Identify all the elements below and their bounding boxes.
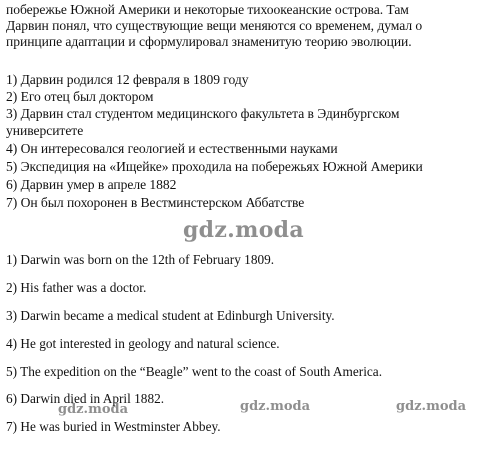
list-item: 2) His father was a doctor. (6, 280, 147, 295)
paragraph-line: Дарвин понял, что существующие вещи меняются со временем, думал о (6, 18, 423, 33)
list-item: 4) He got interested in geology and natural science. (6, 336, 280, 351)
list-item: 3) Darwin became a medical student at Edinburgh University. (6, 308, 335, 323)
watermark-footer-center: gdz.moda (240, 399, 311, 414)
list-item: 6) Darwin died in April 1882. (6, 391, 165, 406)
list-item: 7) Он был похоронен в Вестминстерском Аббатстве (6, 195, 305, 210)
list-item: университете (6, 123, 84, 138)
watermark-main: gdz.moda (183, 217, 304, 243)
list-item: 6) Дарвин умер в апреле 1882 (6, 177, 177, 192)
list-item: 7) He was buried in Westminster Abbey. (6, 419, 221, 434)
list-item: 1) Darwin was born on the 12th of February 1809. (6, 252, 275, 267)
list-item: 3) Дарвин стал студентом медицинского факультета в Эдинбургском (6, 106, 400, 121)
paragraph-line: побережье Южной Америки и некоторые тихоокеанские острова. Там (6, 2, 409, 17)
list-item: 2) Его отец был доктором (6, 89, 154, 104)
paragraph-line: принципе адаптации и сформулировал знаменитую теорию эволюции. (6, 34, 412, 49)
watermark-footer-left: gdz.moda (58, 402, 129, 417)
watermark-footer-right: gdz.moda (396, 399, 467, 414)
list-item: 4) Он интересовался геологией и естественными науками (6, 141, 338, 156)
list-item: 1) Дарвин родился 12 февраля в 1809 году (6, 72, 249, 87)
list-item: 5) Экспедиция на «Ищейке» проходила на побережьях Южной Америки (6, 159, 423, 174)
list-item: 5) The expedition on the “Beagle” went to the coast of South America. (6, 364, 383, 379)
